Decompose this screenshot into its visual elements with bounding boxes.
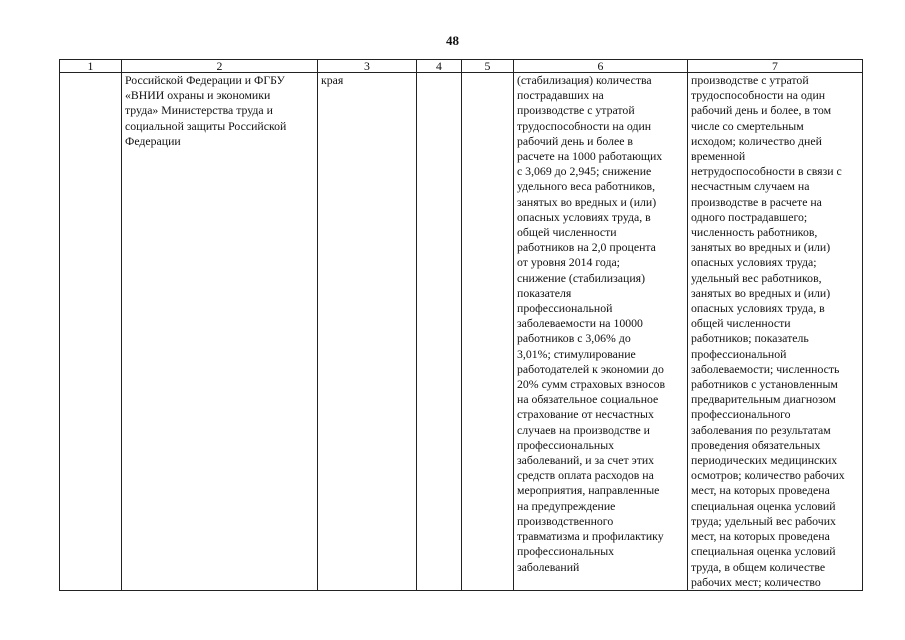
cell-col1 bbox=[60, 73, 122, 591]
column-header-4: 4 bbox=[417, 60, 462, 73]
table-header-row bbox=[60, 60, 863, 73]
cell-col6-results: (стабилизация) количества пострадавших на производстве с утратой трудоспособности на один рабочий день и более в расчете на 1000 работающих с 3,069 до 2,945; снижение удельного веса работников, занятых во вредных и (или) опасных условиях труда, в общей численности работников на 2,0 процента от уровня 2014 года; снижение (стабилизация) показателя профессиональной заболеваемости на 10000 работников с 3,06% до 3,01%; стимулирование работодателей к экономии до 20% сумм страховых взносов на обязательное социальное страхование от несчастных случаев на производстве и профессиональных заболеваний, и за счет этих средств оплата расходов на мероприятия, направленные на предупреждение производственного травматизма и профилактику профессиональных заболеваний bbox=[514, 73, 688, 591]
cell-col4 bbox=[417, 73, 462, 591]
table-row bbox=[60, 73, 863, 591]
column-header-1: 1 bbox=[60, 60, 122, 73]
column-header-3: 3 bbox=[318, 60, 417, 73]
column-header-7: 7 bbox=[688, 60, 863, 73]
column-header-5: 5 bbox=[462, 60, 514, 73]
cell-col2-organization: Российской Федерации и ФГБУ «ВНИИ охраны и экономики труда» Министерства труда и социальной защиты Российской Федерации bbox=[122, 73, 318, 591]
cell-col3-region: края bbox=[318, 73, 417, 591]
page-number: 48 bbox=[446, 33, 459, 48]
column-header-6: 6 bbox=[514, 60, 688, 73]
column-header-2: 2 bbox=[122, 60, 318, 73]
document-table bbox=[59, 59, 863, 591]
cell-col7-indicators: производстве с утратой трудоспособности на один рабочий день и более, в том числе со смертельным исходом; количество дней временной нетрудоспособности в связи с несчастным случаем на производстве в расчете на одного пострадавшего; численность работников, занятых во вредных и (или) опасных условиях труда; удельный вес работников, занятых во вредных и (или) опасных условиях труда, в общей численности работников; показатель профессиональной заболеваемости; численность работников с установленным предварительным диагнозом профессионального заболевания по результатам проведения обязательных периодических медицинских осмотров; количество рабочих мест, на которых проведена специальная оценка условий труда; удельный вес рабочих мест, на которых проведена специальная оценка условий труда, в общем количестве рабочих мест; количество bbox=[688, 73, 863, 591]
cell-col5 bbox=[462, 73, 514, 591]
